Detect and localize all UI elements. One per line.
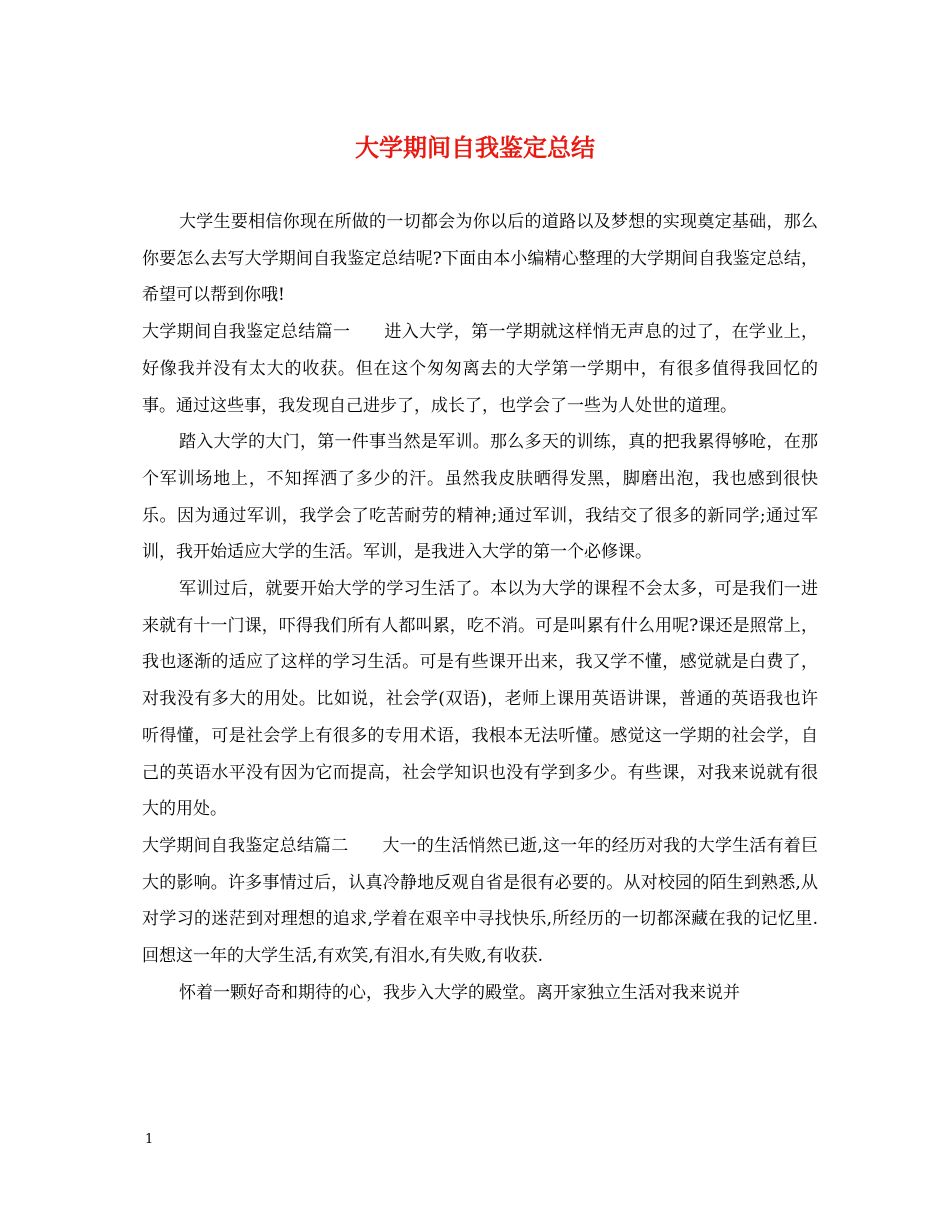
military-training-paragraph: 踏入大学的大门，第一件事当然是军训。那么多天的训练，真的把我累得够呛，在那个军训场地上，不知挥洒了多少的汗。虽然我皮肤晒得发黑，脚磨出泡，我也感到很快乐。因为通过军训，我学会了吃苦耐劳的精神;通过军训，我结交了很多的新同学;通过军训，我开始适应大学的生活。军训，是我进入大学的第一个必修课。 <box>142 432 818 563</box>
section-one-paragraph <box>142 314 818 424</box>
section-two-text: 大一的生活悄然已逝,这一年的经历对我的大学生活有着巨大的影响。许多事情过后，认真冷静地反观自省是很有必要的。从对校园的陌生到熟悉,从对学习的迷茫到对理想的追求,学着在艰辛中寻找快乐,所经历的一切都深藏在我的记忆里.回想这一年的大学生活,有欢笑,有泪水,有失败,有收获. <box>142 835 819 967</box>
section-two-paragraph <box>142 828 818 975</box>
study-life-paragraph: 军训过后，就要开始大学的学习生活了。本以为大学的课程不会太多，可是我们一进来就有十一门课，吓得我们所有人都叫累，吃不消。可是叫累有什么用呢?课还是照常上，我也逐渐的适应了这样的学习生活。可是有些课开出来，我又学不懂，感觉就是白费了，对我没有多大的用处。比如说，社会学(双语)，老师上课用英语讲课，普通的英语我也许听得懂，可是社会学上有很多的专用术语，我根本无法听懂。感觉这一学期的社会学，自己的英语水平没有因为它而提高，社会学知识也没有学到多少。有些课，对我来说就有很大的用处。 <box>142 579 818 820</box>
intro-paragraph: 大学生要相信你现在所做的一切都会为你以后的道路以及梦想的实现奠定基础，那么你要怎么去写大学期间自我鉴定总结呢?下面由本小编精心整理的大学期间自我鉴定总结，希望可以帮到你哦! <box>142 212 818 306</box>
closing-paragraph: 怀着一颗好奇和期待的心，我步入大学的殿堂。离开家独立生活对我来说并 <box>179 982 740 1003</box>
document-body <box>142 204 818 1011</box>
page-number: 1 <box>145 1132 154 1147</box>
document-title: 大学期间自我鉴定总结 <box>355 133 595 162</box>
section-two-label: 大学期间自我鉴定总结篇二 <box>142 835 349 856</box>
section-one-label: 大学期间自我鉴定总结篇一 <box>142 322 351 343</box>
section-one-text: 进入大学，第一学期就这样悄无声息的过了，在学业上，好像我并没有太大的收获。但在这个匆匆离去的大学第一学期中，有很多值得我回忆的事。通过这些事，我发现自己进步了，成长了，也学会了一些为人处世的道理。 <box>142 322 819 416</box>
